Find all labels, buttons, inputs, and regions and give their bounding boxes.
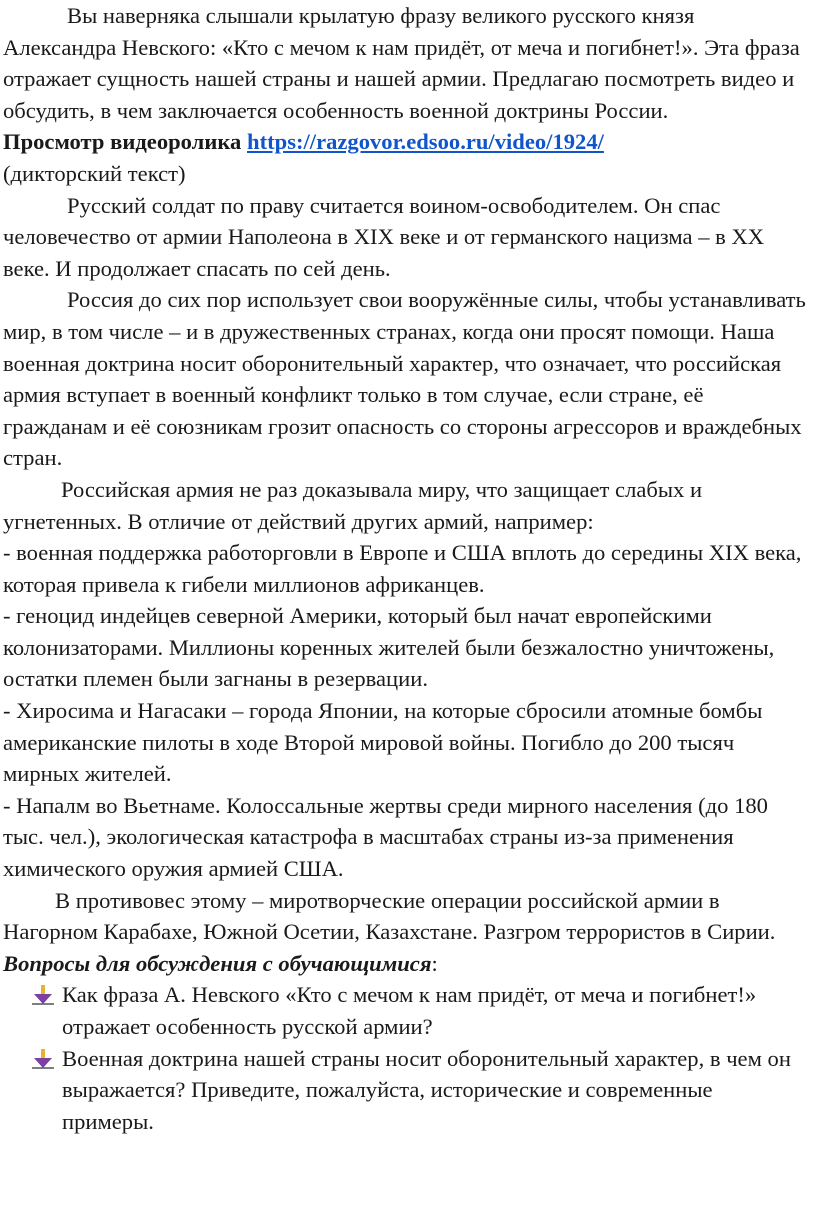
video-label: Просмотр видеоролика [3,129,242,155]
questions-heading: Вопросы для обсуждения с обучающимися [3,950,432,976]
intro-paragraph: Вы наверняка слышали крылатую фразу великого русского князя Александра Невского: «Кто с мечом к нам придёт, от меча и погибнет!». Эта фраза отражает сущность нашей страны и нашей армии. Предлагаю посмотреть видео и обсудить, в чем заключается особенность военной доктрины России. [3,3,800,123]
closing-paragraph: В противовес этому – миротворческие операции российской армии в Нагорном Карабахе, Южной Осетии, Казахстане. Разгром террористов в Сирии. [3,887,776,945]
arrow-down-bullet-icon [32,985,54,1005]
questions-heading-suffix: : [431,950,438,976]
questions-heading-line [3,948,810,980]
arrow-down-bullet-icon [32,1049,54,1069]
question-text: Военная доктрина нашей страны носит оборонительный характер, в чем он выражается? Приведите, пожалуйста, исторические и современные примеры. [62,1045,791,1134]
video-caption: (дикторский текст) [3,160,186,186]
paragraph-army: Российская армия не раз доказывала миру, что защищает слабых и угнетенных. В отличие от действий других армий, например: [3,476,703,534]
example-item: - геноцид индейцев северной Америки, который был начат европейскими колонизаторами. Миллионы коренных жителей были безжалостно уничтожены, остатки племен были загнаны в резервации. [3,603,775,692]
video-link[interactable]: https://razgovor.edsoo.ru/video/1924/ [247,129,604,155]
paragraph-doctrine: Россия до сих пор использует свои вооружённые силы, чтобы устанавливать мир, в том числе – и в дружественных странах, когда они просят помощи. Наша военная доктрина носит оборонительный характер, что означает, что российская армия вступает в военный конфликт только в том случае, если стране, её гражданам и её союзникам грозит опасность со стороны агрессоров и враждебных стран. [3,287,806,471]
question-item [3,979,810,1042]
question-text: Как фраза А. Невского «Кто с мечом к нам придёт, от меча и погибнет!» отражает особенность русской армии? [62,982,757,1039]
example-item: - военная поддержка работорговли в Европе и США вплоть до середины XIX века, которая привела к гибели миллионов африканцев. [3,540,802,597]
video-line [3,126,810,158]
paragraph-soldier: Русский солдат по праву считается воином-освободителем. Он спас человечество от армии Наполеона в XIX веке и от германского нацизма – в XX веке. И продолжает спасать по сей день. [3,192,765,281]
example-item: - Хиросима и Нагасаки – города Японии, на которые сбросили атомные бомбы американские пилоты в ходе Второй мировой войны. Погибло до 200 тысяч мирных жителей. [3,698,763,787]
questions-list [3,979,810,1137]
example-item: - Напалм во Вьетнаме. Колоссальные жертвы среди мирного населения (до 180 тыс. чел.), экологическая катастрофа в масштабах страны из-за применения химического оружия армией США. [3,792,768,882]
question-item [3,1043,810,1138]
